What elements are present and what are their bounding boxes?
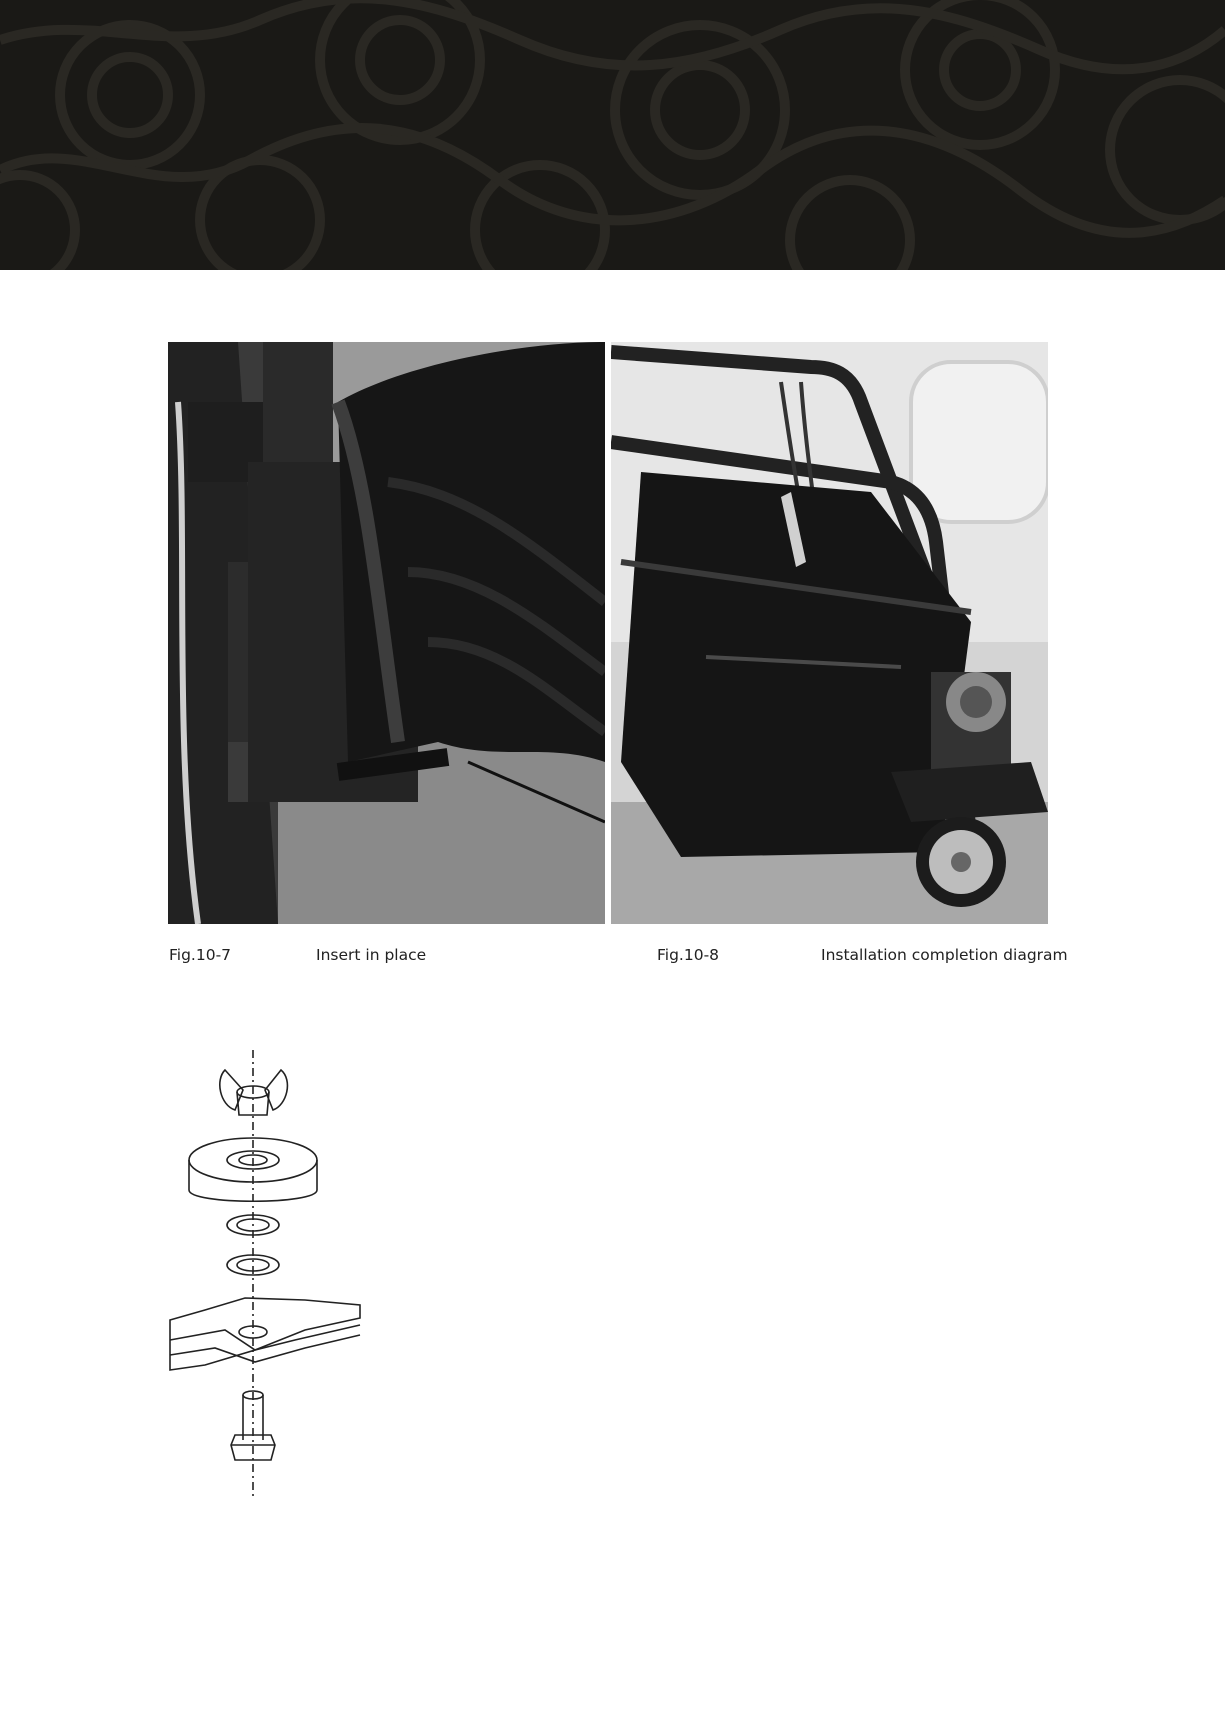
figure-number-fig-10-8: Fig.10-8 bbox=[657, 946, 720, 964]
blade-mount-exploded-diagram bbox=[165, 1050, 375, 1510]
installed-photo-illustration bbox=[611, 342, 1048, 924]
header-band bbox=[0, 0, 1225, 270]
grass-bag-insert-photo bbox=[168, 342, 605, 924]
figure-number-fig-10-7: Fig.10-7 bbox=[169, 946, 232, 964]
installed-grass-bag-photo bbox=[611, 342, 1048, 924]
caption-installation-completion: Installation completion diagram bbox=[821, 946, 1068, 964]
caption-insert-in-place: Insert in place bbox=[316, 946, 427, 964]
insert-photo-illustration bbox=[168, 342, 605, 924]
exploded-assembly-illustration bbox=[165, 1050, 375, 1510]
rose-pattern-icon bbox=[0, 0, 1225, 270]
